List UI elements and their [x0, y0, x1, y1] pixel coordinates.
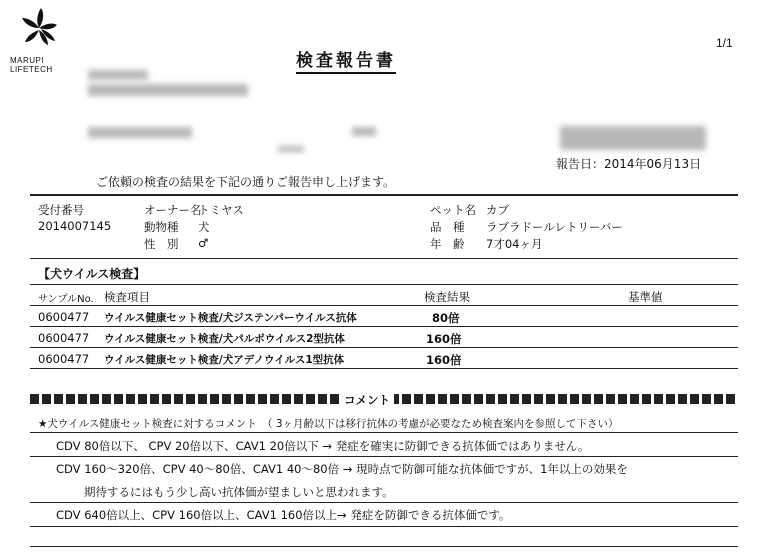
sex-label: 性 別	[144, 237, 179, 251]
column-header-result: 検査結果	[424, 290, 470, 304]
divider	[30, 432, 738, 433]
table-row-result: 160倍	[426, 353, 462, 367]
divider	[30, 284, 738, 285]
table-row-item: ウイルス健康セット検査/犬パルボウイルス2型抗体	[104, 333, 345, 345]
owner-label: オーナー名	[144, 203, 202, 217]
divider	[30, 258, 738, 259]
comment-line: CDV 80倍以下、 CPV 20倍以下、CAV1 20倍以下 → 発症を確実に防御できる抗体価ではありません。	[56, 439, 590, 453]
redacted-clinic-name	[88, 84, 248, 96]
comment-line: CDV 160～320倍、CPV 40～80倍、CAV1 40～80倍 → 現時点で防御可能な抗体価ですが、1年以上の効果を	[56, 462, 628, 476]
receipt-value: 2014007145	[38, 219, 112, 233]
redacted-address	[88, 70, 148, 80]
table-row-result: 80倍	[432, 311, 460, 325]
pet-name-label: ペット名	[430, 203, 476, 217]
comment-line: 期待するにはもう少し高い抗体価が望ましいと思われます。	[84, 485, 394, 499]
column-header-sample: サンプルNo.	[38, 294, 94, 305]
table-row-result: 160倍	[426, 332, 462, 346]
age-label: 年 齢	[430, 237, 465, 251]
document-title: 検査報告書	[296, 46, 396, 74]
divider	[30, 347, 738, 348]
table-row-item: ウイルス健康セット検査/犬アデノウイルス1型抗体	[104, 354, 345, 366]
divider	[30, 194, 738, 196]
receipt-label: 受付番号	[38, 203, 84, 217]
divider	[30, 305, 738, 306]
comment-label: コメント	[340, 392, 394, 408]
redacted-honorific	[352, 127, 376, 136]
redacted-lab-info	[560, 126, 706, 150]
sex-value: ♂	[198, 236, 209, 250]
table-row-sample: 0600477	[38, 310, 90, 324]
species-value: 犬	[198, 220, 210, 234]
breed-value: ラブラドールレトリーバー	[486, 220, 623, 234]
redacted-doctor-name	[88, 127, 192, 138]
breed-label: 品 種	[430, 220, 465, 234]
column-header-item: 検査項目	[104, 290, 150, 304]
table-row-sample: 0600477	[38, 331, 90, 345]
comment-line: ★犬ウイルス健康セット検査に対するコメント （ 3ヶ月齢以下は移行抗体の考慮が必要なため検査案内を参照して下さい）	[38, 418, 619, 430]
greeting-text: ご依頼の検査の結果を下記の通りご報告申し上げます。	[96, 175, 396, 189]
redacted-mark	[278, 146, 304, 152]
divider	[30, 526, 738, 527]
divider	[30, 326, 738, 327]
table-row-sample: 0600477	[38, 352, 90, 366]
age-value: 7才04ヶ月	[486, 237, 543, 251]
pet-name-value: カブ	[486, 203, 509, 217]
column-header-reference: 基準値	[628, 290, 663, 304]
species-label: 動物種	[144, 220, 179, 234]
table-row-item: ウイルス健康セット検査/犬ジステンパーウイルス抗体	[104, 312, 357, 324]
divider	[30, 502, 738, 503]
comment-line: CDV 640倍以上、CPV 160倍以上、CAV1 160倍以上→ 発症を防御できる抗体価です。	[56, 508, 511, 522]
report-date: 報告日：2014年06月13日	[556, 157, 702, 171]
page-number: 1/1	[716, 36, 733, 50]
divider	[30, 546, 738, 547]
divider	[30, 456, 738, 457]
divider	[30, 368, 738, 369]
logo-text: MARUPI LIFETECH	[10, 56, 53, 74]
section-title: 【犬ウイルス検査】	[38, 267, 146, 281]
owner-value: トミヤス	[198, 203, 244, 217]
